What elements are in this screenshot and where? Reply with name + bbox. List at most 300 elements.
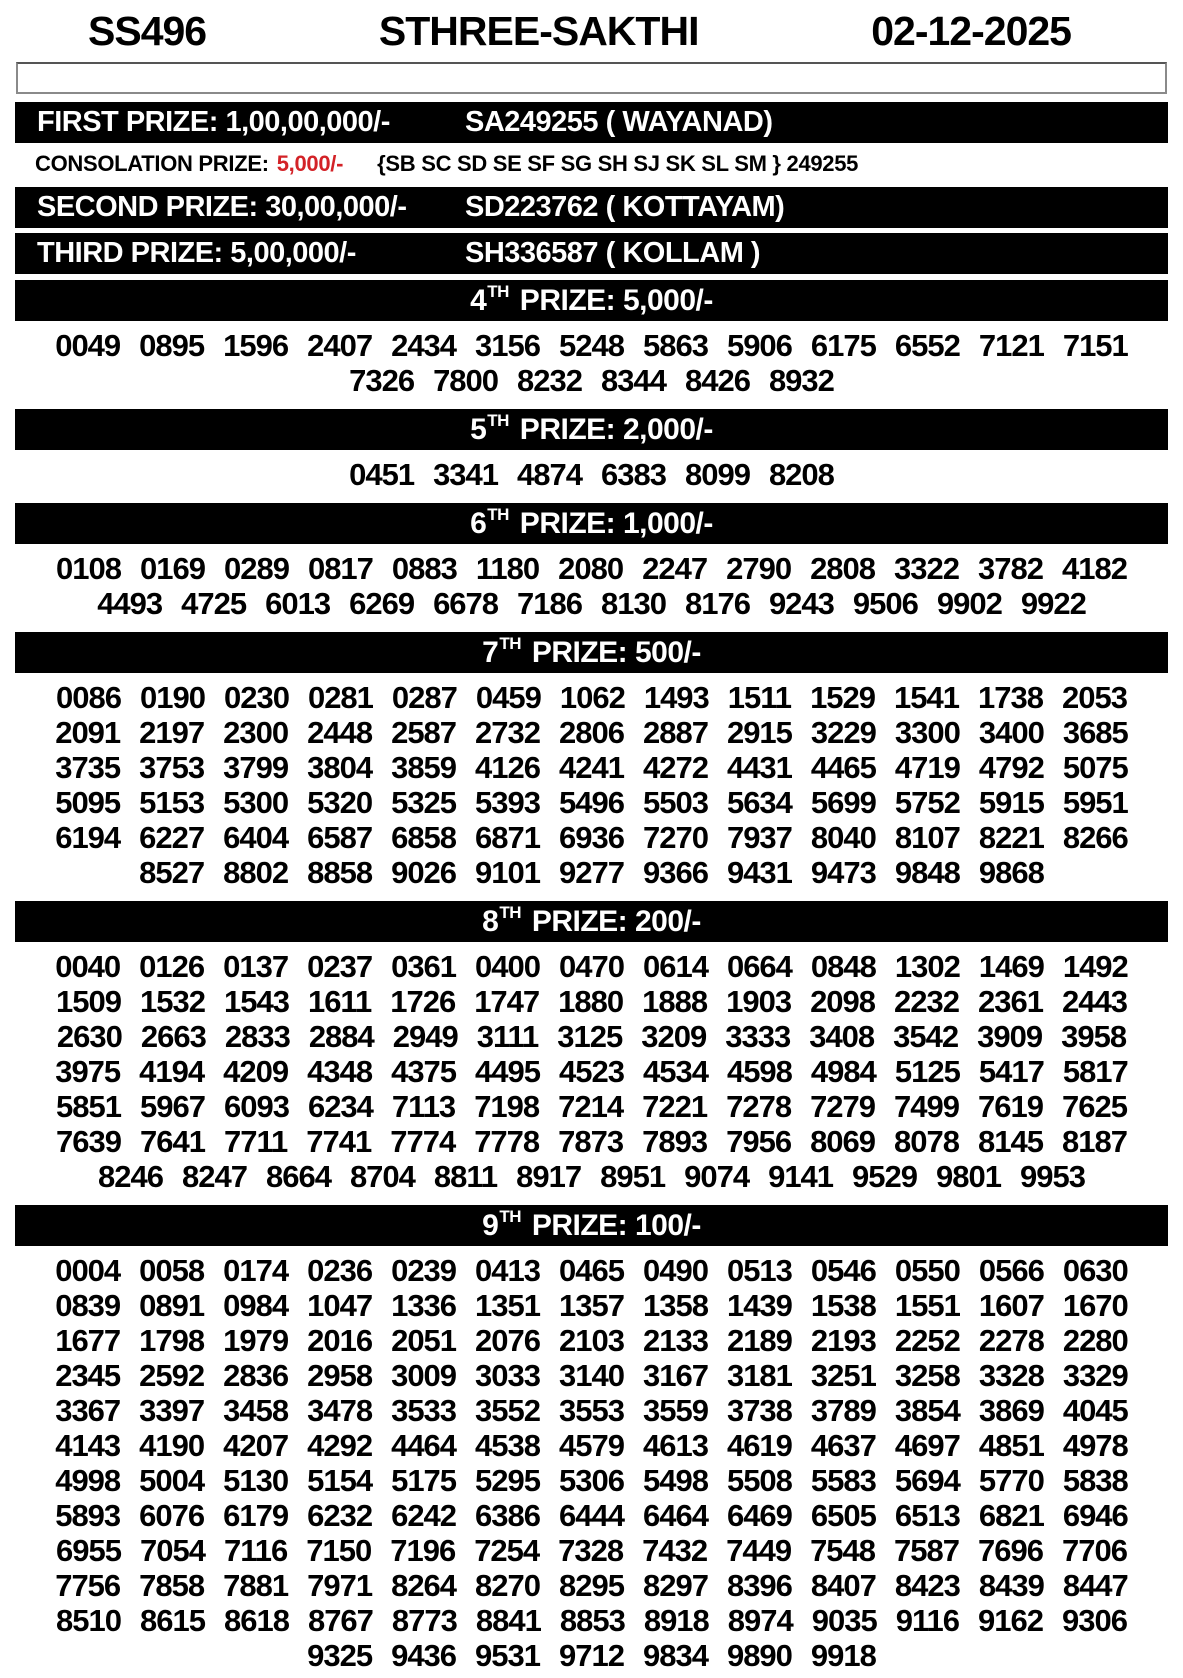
winning-number: 3140	[559, 1358, 624, 1393]
winning-number: 2958	[307, 1358, 373, 1393]
winning-number: 5893	[55, 1498, 121, 1533]
winning-number: 4697	[894, 1428, 960, 1463]
winning-number: 4613	[642, 1428, 708, 1463]
winning-number: 3559	[642, 1393, 708, 1428]
winning-number: 1596	[223, 328, 289, 363]
winning-number: 4523	[559, 1054, 624, 1089]
winning-numbers-block	[0, 677, 1183, 895]
winning-number: 3542	[893, 1019, 959, 1054]
header	[0, 0, 1183, 60]
winning-number: 3553	[559, 1393, 624, 1428]
winning-number: 3753	[139, 750, 205, 785]
winning-number: 2232	[894, 984, 959, 1019]
winning-numbers-row	[0, 785, 1183, 820]
winning-numbers-row	[0, 984, 1183, 1019]
winning-number: 5498	[642, 1463, 708, 1498]
winning-number: 7641	[140, 1124, 205, 1159]
winning-number: 5906	[726, 328, 792, 363]
third-prize-label: THIRD PRIZE: 5,00,000/-	[37, 237, 356, 269]
prize-tiers	[0, 280, 1183, 1678]
winning-number: 9431	[726, 855, 792, 890]
winning-number: 2252	[894, 1323, 960, 1358]
winning-number: 0058	[139, 1253, 205, 1288]
winning-number: 2587	[391, 715, 457, 750]
winning-number: 3156	[475, 328, 541, 363]
winning-number: 3782	[978, 551, 1043, 586]
winning-number: 4465	[810, 750, 876, 785]
winning-number: 5967	[140, 1089, 205, 1124]
winning-number: 2443	[1061, 984, 1127, 1019]
winning-number: 9953	[1019, 1159, 1085, 1194]
winning-numbers-row	[0, 586, 1183, 621]
winning-number: 7873	[558, 1124, 624, 1159]
winning-number: 2663	[140, 1019, 206, 1054]
winning-number: 7432	[642, 1533, 708, 1568]
winning-number: 1180	[475, 551, 540, 586]
winning-numbers-block	[0, 454, 1183, 497]
winning-number: 3789	[810, 1393, 876, 1428]
draw-date: 02-12-2025	[871, 8, 1071, 54]
winning-number: 7499	[894, 1089, 959, 1124]
winning-number: 9243	[768, 586, 834, 621]
winning-number: 8176	[684, 586, 750, 621]
winning-number: 6464	[642, 1498, 708, 1533]
winning-number: 2833	[224, 1019, 290, 1054]
tier-title-bar	[15, 901, 1168, 942]
winning-number: 1511	[727, 680, 792, 715]
winning-number: 2345	[55, 1358, 121, 1393]
winning-number: 5248	[559, 328, 624, 363]
winning-number: 4637	[810, 1428, 876, 1463]
tier-4th-prize-section	[0, 280, 1183, 403]
tier-9th-prize-section	[0, 1205, 1183, 1678]
winning-number: 2051	[391, 1323, 457, 1358]
winning-number: 9306	[1061, 1603, 1127, 1638]
winning-number: 8853	[559, 1603, 625, 1638]
winning-number: 6234	[307, 1089, 373, 1124]
winning-number: 5130	[223, 1463, 289, 1498]
winning-number: 4719	[894, 750, 960, 785]
winning-number: 7054	[140, 1533, 205, 1568]
winning-number: 0004	[55, 1253, 121, 1288]
winning-number: 8439	[978, 1568, 1044, 1603]
winning-number: 2098	[810, 984, 876, 1019]
winning-number: 2189	[726, 1323, 792, 1358]
winning-number: 1439	[726, 1288, 792, 1323]
winning-number: 4348	[307, 1054, 373, 1089]
winning-number: 0451	[349, 457, 415, 492]
tier-title-bar	[15, 632, 1168, 673]
winning-number: 7278	[726, 1089, 792, 1124]
winning-number: 8078	[894, 1124, 959, 1159]
first-prize-label: FIRST PRIZE: 1,00,00,000/-	[37, 106, 390, 138]
winning-number: 5417	[978, 1054, 1044, 1089]
winning-number: 3458	[223, 1393, 289, 1428]
draw-code: SS496	[88, 8, 207, 54]
second-prize-bar	[15, 187, 1168, 228]
winning-number: 1532	[140, 984, 205, 1019]
winning-number: 3329	[1062, 1358, 1128, 1393]
winning-number: 7800	[433, 363, 499, 398]
winning-number: 7150	[306, 1533, 372, 1568]
winning-number: 4126	[475, 750, 541, 785]
winning-number: 3397	[139, 1393, 205, 1428]
winning-number: 1302	[894, 949, 960, 984]
winning-number: 3322	[894, 551, 959, 586]
winning-number: 9026	[391, 855, 457, 890]
winning-number: 2103	[559, 1323, 624, 1358]
winning-number: 9529	[852, 1159, 918, 1194]
winning-numbers-block	[0, 325, 1183, 403]
winning-number: 8270	[475, 1568, 541, 1603]
tier-title: 7TH PRIZE: 500/-	[482, 633, 701, 669]
winning-number: 0550	[894, 1253, 960, 1288]
empty-input-box[interactable]	[16, 62, 1167, 94]
winning-number: 1798	[139, 1323, 205, 1358]
winning-number: 0984	[223, 1288, 289, 1323]
winning-numbers-row	[0, 1568, 1183, 1603]
winning-number: 8221	[978, 820, 1044, 855]
winning-number: 2808	[810, 551, 876, 586]
winning-number: 0459	[475, 680, 541, 715]
winning-numbers-row	[0, 1393, 1183, 1428]
winning-number: 0848	[810, 949, 876, 984]
winning-number: 9162	[978, 1603, 1043, 1638]
winning-number: 8917	[516, 1159, 582, 1194]
winning-number: 7198	[474, 1089, 540, 1124]
winning-number: 3478	[307, 1393, 373, 1428]
winning-number: 9712	[559, 1638, 624, 1673]
tier-title: 9TH PRIZE: 100/-	[482, 1206, 701, 1242]
winning-number: 0126	[139, 949, 205, 984]
winning-number: 1738	[978, 680, 1043, 715]
winning-numbers-row	[0, 1463, 1183, 1498]
tier-title: 8TH PRIZE: 200/-	[482, 902, 701, 938]
tier-6th-prize-section	[0, 503, 1183, 626]
winning-number: 9918	[810, 1638, 876, 1673]
winning-number: 2133	[642, 1323, 708, 1358]
winning-numbers-row	[0, 715, 1183, 750]
winning-number: 8811	[433, 1159, 498, 1194]
winning-numbers-row	[0, 1019, 1183, 1054]
consolation-label: CONSOLATION PRIZE:	[35, 151, 269, 176]
winning-number: 6946	[1062, 1498, 1128, 1533]
winning-number: 9101	[475, 855, 541, 890]
winning-number: 7625	[1061, 1089, 1127, 1124]
winning-number: 9848	[894, 855, 960, 890]
winning-number: 1538	[810, 1288, 876, 1323]
winning-number: 1726	[390, 984, 456, 1019]
winning-number: 8426	[684, 363, 750, 398]
winning-number: 9868	[978, 855, 1044, 890]
winning-number: 1551	[894, 1288, 960, 1323]
winning-number: 5320	[307, 785, 373, 820]
winning-number: 2949	[392, 1019, 458, 1054]
winning-number: 6076	[139, 1498, 205, 1533]
winning-number: 1047	[307, 1288, 373, 1323]
winning-number: 5863	[642, 328, 708, 363]
winning-number: 8510	[56, 1603, 122, 1638]
winning-number: 1543	[223, 984, 289, 1019]
winning-number: 2884	[308, 1019, 374, 1054]
winning-number: 8773	[391, 1603, 457, 1638]
winning-number: 7328	[558, 1533, 624, 1568]
winning-number: 8344	[601, 363, 666, 398]
winning-number: 1469	[978, 949, 1044, 984]
winning-number: 1747	[474, 984, 540, 1019]
winning-number: 3799	[223, 750, 289, 785]
winning-number: 3552	[475, 1393, 541, 1428]
winning-number: 9801	[936, 1159, 1001, 1194]
winning-number: 4182	[1061, 551, 1127, 586]
winning-number: 0174	[223, 1253, 289, 1288]
second-prize-label: SECOND PRIZE: 30,00,000/-	[37, 191, 407, 223]
winning-number: 6444	[559, 1498, 624, 1533]
winning-number: 9074	[684, 1159, 750, 1194]
winning-number: 7214	[558, 1089, 624, 1124]
winning-number: 9277	[559, 855, 624, 890]
winning-number: 4292	[307, 1428, 373, 1463]
winning-number: 7587	[894, 1533, 959, 1568]
winning-number: 9325	[307, 1638, 373, 1673]
winning-number: 1336	[391, 1288, 457, 1323]
winning-number: 6678	[433, 586, 499, 621]
winning-number: 7186	[517, 586, 582, 621]
winning-number: 4143	[55, 1428, 121, 1463]
winning-number: 7774	[390, 1124, 456, 1159]
winning-number: 0281	[307, 680, 373, 715]
winning-number: 1888	[642, 984, 708, 1019]
winning-number: 7741	[306, 1124, 372, 1159]
winning-number: 2080	[558, 551, 624, 586]
winning-numbers-row	[0, 1603, 1183, 1638]
winning-number: 1903	[726, 984, 792, 1019]
winning-number: 2193	[810, 1323, 876, 1358]
winning-number: 1880	[558, 984, 624, 1019]
winning-number: 2448	[307, 715, 373, 750]
winning-number: 1607	[978, 1288, 1044, 1323]
winning-number: 0287	[391, 680, 457, 715]
winning-number: 3685	[1062, 715, 1128, 750]
winning-number: 7151	[1062, 328, 1128, 363]
winning-numbers-row	[0, 1253, 1183, 1288]
winning-number: 4272	[642, 750, 708, 785]
winning-number: 3909	[977, 1019, 1043, 1054]
winning-numbers-row	[0, 750, 1183, 785]
winning-numbers-row	[0, 1533, 1183, 1568]
winning-number: 4209	[223, 1054, 289, 1089]
winning-number: 0817	[307, 551, 373, 586]
winning-number: 6871	[475, 820, 541, 855]
winning-number: 2300	[223, 715, 289, 750]
winning-number: 5154	[307, 1463, 373, 1498]
winning-number: 7639	[56, 1124, 122, 1159]
winning-number: 6513	[894, 1498, 960, 1533]
winning-number: 0049	[55, 328, 121, 363]
winning-number: 5838	[1062, 1463, 1128, 1498]
winning-number: 8208	[768, 457, 834, 492]
consolation-row	[15, 148, 1168, 181]
winning-number: 6858	[391, 820, 457, 855]
winning-number: 6955	[56, 1533, 122, 1568]
winning-number: 4375	[391, 1054, 457, 1089]
winning-number: 5508	[726, 1463, 792, 1498]
third-prize-bar	[15, 233, 1168, 274]
consolation-series: {SB SC SD SE SF SG SH SJ SK SL SM } 249255	[377, 151, 859, 176]
winning-number: 7270	[642, 820, 708, 855]
winning-number: 5004	[139, 1463, 205, 1498]
winning-number: 7326	[349, 363, 415, 398]
tier-title-bar	[15, 280, 1168, 321]
winning-number: 3533	[391, 1393, 457, 1428]
winning-number: 8246	[98, 1159, 163, 1194]
winning-number: 5503	[642, 785, 708, 820]
winning-number: 6013	[265, 586, 331, 621]
winning-number: 9473	[810, 855, 876, 890]
winning-number: 7778	[474, 1124, 540, 1159]
winning-number: 6194	[55, 820, 121, 855]
winning-number: 3181	[726, 1358, 792, 1393]
winning-numbers-row	[0, 363, 1183, 398]
winning-number: 4619	[726, 1428, 792, 1463]
winning-number: 1062	[559, 680, 625, 715]
winning-number: 1677	[55, 1323, 121, 1358]
winning-numbers-row	[0, 457, 1183, 492]
winning-number: 2592	[139, 1358, 205, 1393]
winning-number: 9922	[1020, 586, 1086, 621]
winning-number: 8841	[475, 1603, 541, 1638]
winning-number: 2887	[642, 715, 708, 750]
winning-number: 3854	[894, 1393, 960, 1428]
winning-number: 4495	[475, 1054, 541, 1089]
winning-number: 8145	[978, 1124, 1043, 1159]
winning-number: 1492	[1062, 949, 1128, 984]
winning-number: 8264	[391, 1568, 457, 1603]
winning-number: 6179	[223, 1498, 289, 1533]
winning-number: 8099	[684, 457, 750, 492]
winning-number: 4851	[978, 1428, 1044, 1463]
winning-number: 3328	[978, 1358, 1044, 1393]
winning-number: 8932	[768, 363, 834, 398]
winning-number: 0108	[56, 551, 122, 586]
winning-numbers-block	[0, 946, 1183, 1199]
winning-number: 4792	[978, 750, 1044, 785]
winning-numbers-row	[0, 855, 1183, 890]
winning-numbers-row	[0, 328, 1183, 363]
winning-number: 8295	[559, 1568, 624, 1603]
winning-number: 7881	[223, 1568, 289, 1603]
winning-number: 8951	[600, 1159, 666, 1194]
winning-number: 0236	[307, 1253, 373, 1288]
winning-number: 2091	[55, 715, 121, 750]
winning-number: 1611	[307, 984, 372, 1019]
winning-number: 0839	[55, 1288, 121, 1323]
winning-numbers-row	[0, 680, 1183, 715]
winning-number: 3859	[391, 750, 457, 785]
winning-number: 5770	[978, 1463, 1044, 1498]
winning-number: 0413	[475, 1253, 541, 1288]
winning-number: 3251	[810, 1358, 876, 1393]
winning-number: 0040	[55, 949, 121, 984]
winning-number: 9141	[768, 1159, 834, 1194]
winning-numbers-block	[0, 1250, 1183, 1678]
winning-number: 8918	[643, 1603, 709, 1638]
winning-number: 7121	[978, 328, 1044, 363]
winning-number: 2915	[726, 715, 792, 750]
winning-number: 8407	[810, 1568, 876, 1603]
winning-number: 4998	[55, 1463, 121, 1498]
winning-number: 0470	[559, 949, 624, 984]
winning-number: 9116	[895, 1603, 959, 1638]
winning-number: 2197	[139, 715, 205, 750]
winning-number: 2434	[391, 328, 457, 363]
winning-number: 3738	[726, 1393, 792, 1428]
winning-number: 3009	[391, 1358, 457, 1393]
winning-number: 8447	[1062, 1568, 1128, 1603]
winning-number: 5699	[810, 785, 876, 820]
winning-number: 2630	[56, 1019, 122, 1054]
winning-number: 7696	[978, 1533, 1043, 1568]
winning-number: 9531	[475, 1638, 541, 1673]
winning-number: 8130	[601, 586, 666, 621]
winning-number: 3869	[978, 1393, 1044, 1428]
winning-number: 3333	[725, 1019, 791, 1054]
winning-number: 3125	[557, 1019, 623, 1054]
winning-number: 7756	[55, 1568, 121, 1603]
winning-number: 2053	[1061, 680, 1127, 715]
winning-number: 6269	[349, 586, 415, 621]
winning-number: 8396	[726, 1568, 792, 1603]
winning-number: 2407	[307, 328, 373, 363]
winning-number: 5817	[1062, 1054, 1128, 1089]
second-prize-ticket: SD223762 ( KOTTAYAM)	[465, 191, 785, 223]
winning-number: 8704	[349, 1159, 415, 1194]
winning-number: 5075	[1062, 750, 1128, 785]
winning-number: 7706	[1061, 1533, 1127, 1568]
tier-5th-prize-section	[0, 409, 1183, 497]
winning-number: 4241	[559, 750, 624, 785]
winning-number: 5153	[139, 785, 205, 820]
winning-number: 5306	[559, 1463, 624, 1498]
winning-number: 3804	[307, 750, 373, 785]
winning-number: 0546	[810, 1253, 876, 1288]
winning-number: 5095	[55, 785, 121, 820]
tier-title: 6TH PRIZE: 1,000/-	[470, 504, 713, 540]
winning-number: 3400	[978, 715, 1044, 750]
winning-number: 0239	[391, 1253, 457, 1288]
winning-number: 5393	[475, 785, 541, 820]
winning-number: 1358	[642, 1288, 708, 1323]
winning-number: 4431	[726, 750, 792, 785]
winning-number: 6505	[810, 1498, 876, 1533]
winning-number: 4725	[181, 586, 247, 621]
winning-numbers-row	[0, 1124, 1183, 1159]
winning-number: 0169	[140, 551, 205, 586]
winning-number: 0664	[726, 949, 792, 984]
winning-number: 9834	[642, 1638, 708, 1673]
winning-number: 3300	[894, 715, 960, 750]
winning-number: 8767	[307, 1603, 373, 1638]
winning-number: 7858	[139, 1568, 205, 1603]
winning-number: 6175	[810, 328, 876, 363]
winning-number: 1351	[475, 1288, 541, 1323]
winning-number: 5300	[223, 785, 289, 820]
winning-number: 8232	[517, 363, 582, 398]
winning-number: 5694	[894, 1463, 960, 1498]
winning-numbers-row	[0, 1428, 1183, 1463]
winning-number: 0465	[559, 1253, 624, 1288]
winning-number: 0237	[307, 949, 373, 984]
